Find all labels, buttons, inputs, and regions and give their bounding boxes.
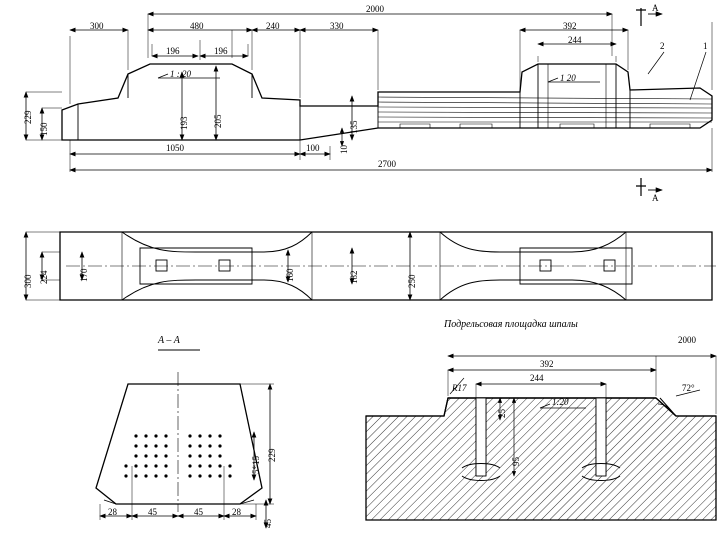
sec-dim-28-left: 28 (108, 507, 117, 517)
dim-150-height: 150 (39, 122, 49, 136)
dim-205: 205 (213, 114, 223, 128)
dim-196-right: 196 (214, 46, 228, 56)
part-number-2: 2 (660, 41, 665, 51)
dim-480: 480 (190, 21, 204, 31)
pad-dim-392: 392 (540, 359, 554, 369)
section-mark-a-bottom: A (652, 193, 659, 203)
section-mark-a-top: A (652, 3, 659, 13)
pad-radius-r17: R17 (452, 383, 467, 393)
dim-240: 240 (266, 21, 280, 31)
sec-dim-5x15: 5*15 (251, 456, 261, 474)
dim-135: 135 (349, 120, 359, 134)
dim-10: 10 (339, 145, 349, 154)
taper-left-label: 1 : 20 (170, 69, 191, 79)
pad-dim-25: 25 (497, 409, 507, 418)
plan-dim-170: 170 (79, 268, 89, 282)
sec-dim-28-right: 28 (232, 507, 241, 517)
pad-taper: 1:20 (552, 397, 569, 407)
plan-dim-250: 250 (407, 274, 417, 288)
dim-2000: 2000 (366, 4, 384, 14)
sec-dim-45-bottom: 45 (263, 519, 273, 528)
pad-dim-244: 244 (530, 373, 544, 383)
dim-196-left: 196 (166, 46, 180, 56)
dim-229-height: 229 (23, 110, 33, 124)
dim-100: 100 (306, 143, 320, 153)
taper-right-label: 1 20 (560, 73, 576, 83)
sec-dim-45-right: 45 (194, 507, 203, 517)
sec-dim-45-left: 45 (148, 507, 157, 517)
sec-dim-229: 229 (267, 448, 277, 462)
dim-1050: 1050 (166, 143, 184, 153)
dim-193: 193 (179, 116, 189, 130)
pad-angle-72: 72° (682, 383, 695, 393)
plan-dim-300: 300 (23, 274, 33, 288)
pad-dim-2000: 2000 (678, 335, 696, 345)
dim-244: 244 (568, 35, 582, 45)
pad-dim-95: 95 (511, 457, 521, 466)
plan-dim-182: 182 (349, 270, 359, 284)
dim-330: 330 (330, 21, 344, 31)
part-number-1: 1 (703, 41, 708, 51)
section-title: A – A (158, 335, 180, 346)
plan-dim-160: 160 (285, 268, 295, 282)
dim-392: 392 (563, 21, 577, 31)
dim-300: 300 (90, 21, 104, 31)
dim-2700: 2700 (378, 159, 396, 169)
rail-pad-title: Подрельсовая площадка шпалы (444, 319, 578, 330)
plan-dim-224: 224 (39, 270, 49, 284)
